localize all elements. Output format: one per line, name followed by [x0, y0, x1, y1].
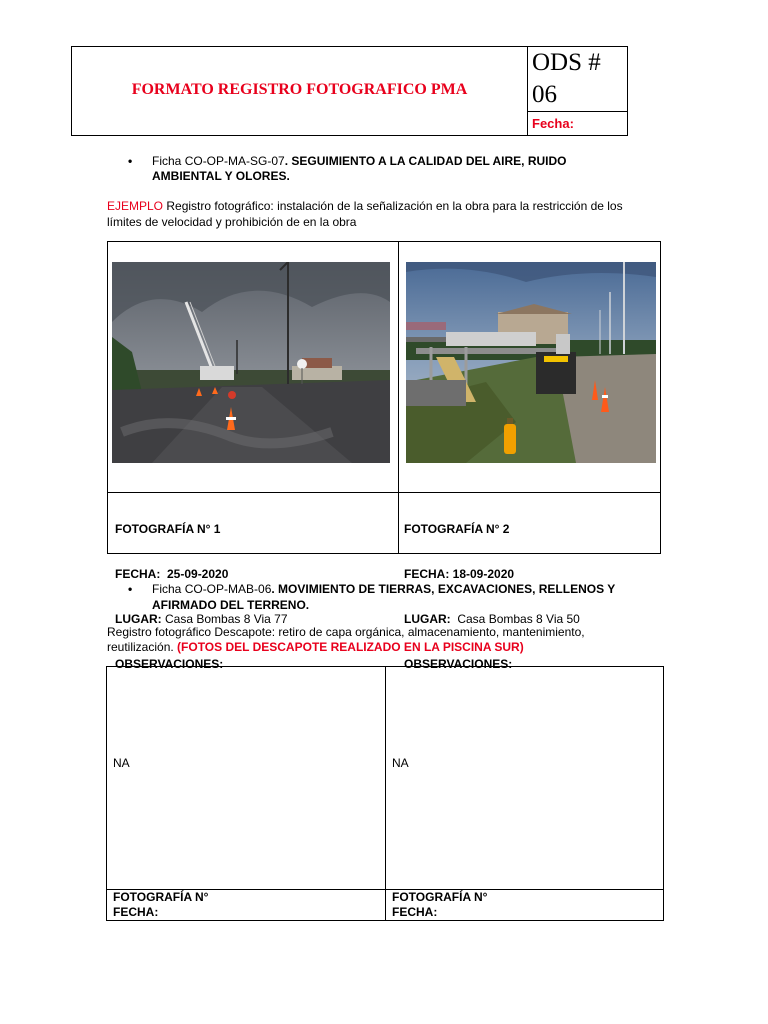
section1-heading-code: CO-OP-MA-SG-07	[184, 154, 285, 168]
example-word: EJEMPLO	[107, 199, 164, 213]
section1-desc-line2: límites de velocidad y prohibición de en la obra	[107, 215, 357, 229]
cell-1-fecha: FECHA:	[113, 905, 159, 919]
section2-desc-line2-text: reutilización.	[107, 640, 178, 654]
section2-heading-rest: . MOVIMIENTO DE TIERRAS, EXCAVACIONES, RELLENOS Y	[271, 582, 616, 596]
section1-heading-rest: . SEGUIMIENTO A LA CALIDAD DEL AIRE, RUIDO	[284, 154, 567, 168]
section1-desc-line1: Registro fotográfico: instalación de la señalización en la obra para la restricción de los	[163, 199, 623, 213]
photo-2-lugar-value: Casa Bombas 8 Via 50	[450, 612, 580, 626]
photo-2-fecha-label: FECHA:	[404, 567, 450, 581]
form-title: FORMATO REGISTRO FOTOGRAFICO PMA	[131, 81, 468, 98]
photo-2-lugar-label: LUGAR:	[404, 612, 451, 626]
photo-1-number: FOTOGRAFÍA N° 1	[115, 522, 221, 536]
photo-1-lugar-label: LUGAR:	[115, 612, 162, 626]
cell-1-content: NA	[113, 756, 130, 770]
section1-heading-line2: AMBIENTAL Y OLORES.	[152, 169, 290, 183]
section2-desc-line1: Registro fotográfico Descapote: retiro de capa orgánica, almacenamiento, mantenimiento,	[107, 625, 585, 639]
photo-2-observaciones: OBSERVACIONES:	[404, 657, 513, 671]
photo-1-fecha-label: FECHA:	[115, 567, 161, 581]
section2-heading-prefix: Ficha	[152, 582, 185, 596]
cell-2-content: NA	[392, 756, 409, 770]
section1-bullet: •	[128, 154, 133, 168]
photo-1-lugar-value: Casa Bombas 8 Via 77	[161, 612, 288, 626]
photo-2-fecha-value: 18-09-2020	[449, 567, 515, 581]
section2-bullet: •	[128, 582, 133, 596]
photo-2-fecha	[404, 567, 580, 582]
section2-heading-line2: AFIRMADO DEL TERRENO.	[152, 598, 310, 612]
photo-table-2-vdivider	[385, 666, 386, 921]
photo-1-image	[112, 262, 390, 463]
photo-1-fecha-value: 25-09-2020	[160, 567, 229, 581]
section1-heading-prefix: Ficha	[152, 154, 185, 168]
cell-1-caption	[113, 890, 208, 920]
cell-2-fecha: FECHA:	[392, 905, 438, 919]
photo-1-observaciones: OBSERVACIONES:	[115, 657, 224, 671]
photo-1-fecha	[115, 567, 288, 582]
section2-heading	[152, 582, 615, 597]
section1-heading	[152, 154, 567, 169]
cell-2-foto: FOTOGRAFÍA N°	[392, 890, 488, 904]
section2-heading-code: CO-OP-MAB-06	[184, 582, 272, 596]
cell-1-foto: FOTOGRAFÍA N°	[113, 890, 209, 904]
photo-table-1-vdivider	[398, 241, 399, 554]
section2-desc-red: (FOTOS DEL DESCAPOTE REALIZADO EN LA PISCINA SUR)	[177, 640, 524, 654]
fecha-label: Fecha:	[532, 116, 574, 131]
photo-2-number: FOTOGRAFÍA N° 2	[404, 522, 510, 536]
ods-number: 06	[532, 81, 557, 108]
ods-label: ODS #	[532, 49, 601, 76]
section1-desc	[107, 199, 623, 214]
section2-desc-line2	[107, 640, 524, 655]
photo-2-image	[406, 262, 656, 463]
cell-2-caption	[392, 890, 487, 920]
